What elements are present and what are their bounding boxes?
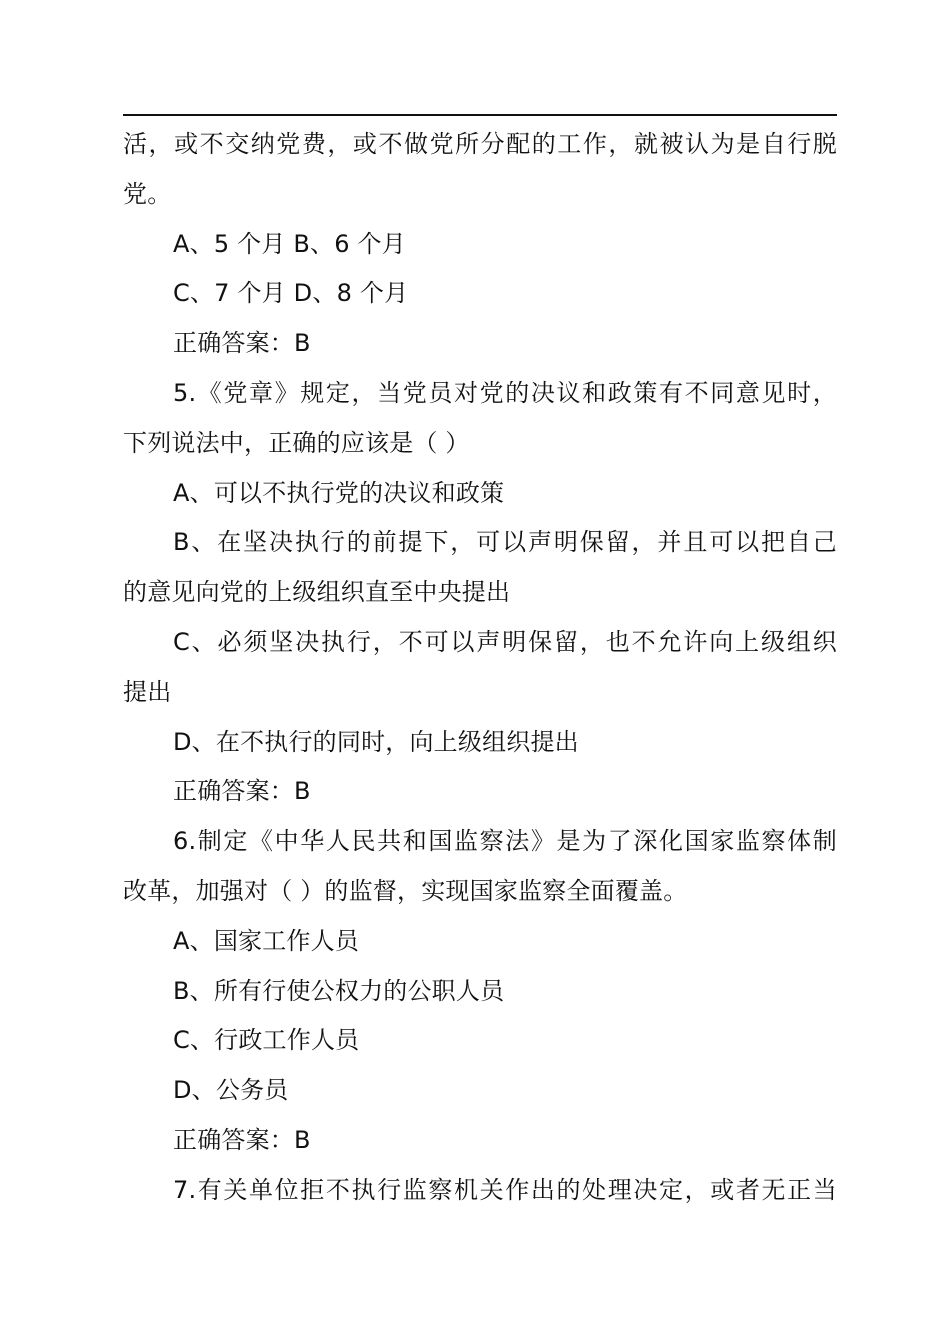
text-line: D、在不执行的同时，向上级组织提出 xyxy=(173,727,579,756)
text-line: 提出 xyxy=(123,677,172,706)
text-line: 活，或不交纳党费，或不做党所分配的工作，就被认为是自行脱 xyxy=(123,130,837,158)
text-line: 正确答案：B xyxy=(173,777,311,806)
text-line: 改革，加强对（ ）的监督，实现国家监察全面覆盖。 xyxy=(123,876,688,905)
text-line: 党。 xyxy=(123,179,172,208)
text-line: 正确答案：B xyxy=(173,329,311,358)
text-line: 的意见向党的上级组织直至中央提出 xyxy=(123,578,511,607)
text-line: A、5 个月 B、6 个月 xyxy=(173,229,406,258)
text-line: B、所有行使公权力的公职人员 xyxy=(173,976,505,1005)
text-line: C、必须坚决执行，不可以声明保留，也不允许向上级组织 xyxy=(173,627,837,656)
text-line: 5.《党章》规定，当党员对党的决议和政策有不同意见时， xyxy=(173,378,837,407)
header-rule xyxy=(123,114,837,116)
document-body xyxy=(123,120,837,1216)
text-line: C、行政工作人员 xyxy=(173,1026,360,1055)
text-line: 6.制定《中华人民共和国监察法》是为了深化国家监察体制 xyxy=(173,827,837,856)
text-line: 下列说法中，正确的应该是（ ） xyxy=(123,428,470,457)
text-line: 正确答案：B xyxy=(173,1125,311,1154)
text-line: 7.有关单位拒不执行监察机关作出的处理决定，或者无正当 xyxy=(173,1175,837,1204)
text-line: A、国家工作人员 xyxy=(173,926,360,955)
text-line: B、在坚决执行的前提下，可以声明保留，并且可以把自己 xyxy=(173,528,837,557)
text-line: D、公务员 xyxy=(173,1076,289,1105)
text-line: A、可以不执行党的决议和政策 xyxy=(173,478,505,507)
text-line: C、7 个月 D、8 个月 xyxy=(173,279,409,308)
